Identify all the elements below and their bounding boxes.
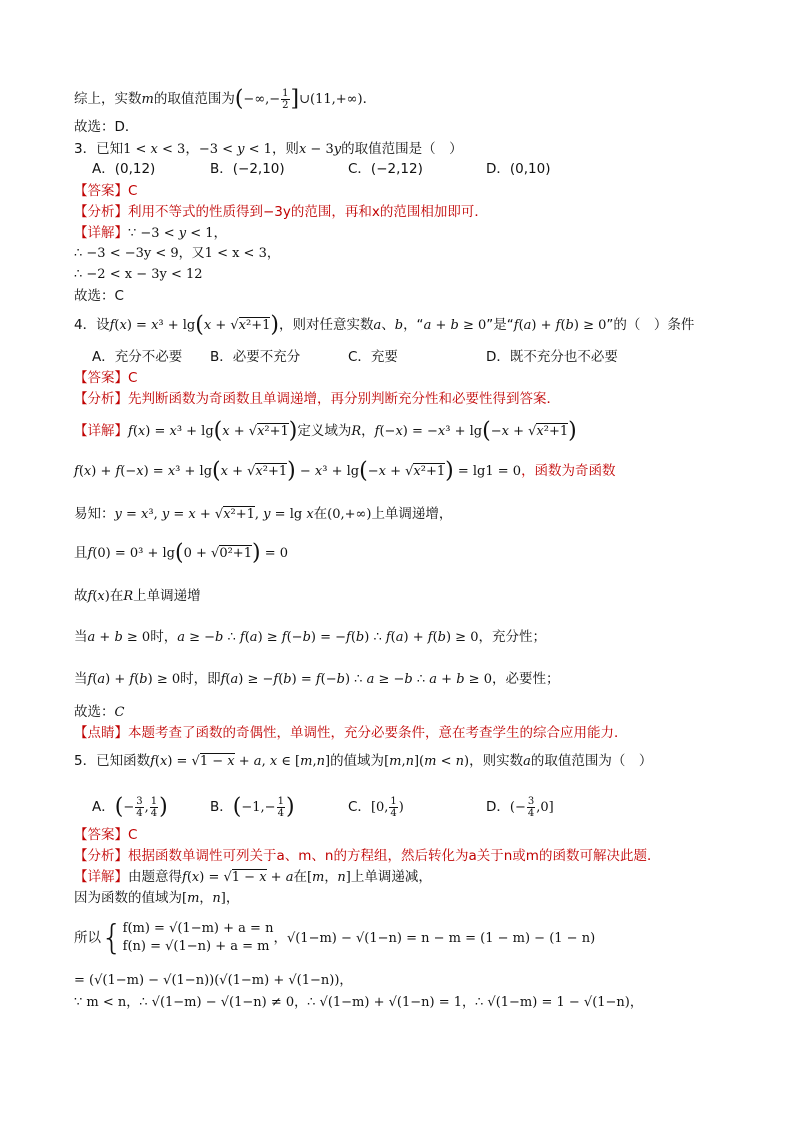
question-4-stem: 4．设f(x) = x³ + lg(x + √x²+1)，则对任意实数a、b，“a + b ≥ 0”是“f(a) + f(b) ≥ 0”的（ ）条件 bbox=[74, 312, 695, 338]
q5-option-a: A．(− $\frac{3}{4}$ , $\frac{1}{4}$ ) bbox=[92, 794, 168, 820]
q4-option-c: C．充要 bbox=[348, 349, 398, 365]
q3-detail-3: ∴ −2 < x − 3y < 12 bbox=[74, 267, 203, 282]
q3-detail-1: 【详解】∵ −3 < y < 1， bbox=[74, 225, 228, 241]
q3-choose: 故选：C bbox=[74, 288, 124, 304]
q5-detail-3-rest: √(1−m) − √(1−n) = n − m = (1 − m) − (1 − n) bbox=[286, 931, 596, 946]
q5-detail-5: ∵ m < n，∴ √(1−m) − √(1−n) ≠ 0，∴ √(1−m) + √(1−n) = 1，∴ √(1−m) = 1 − √(1−n)， bbox=[74, 995, 643, 1010]
q5-detail-1: 【详解】由题意得f(x) = √1 − x + a在[m，n]上单调递减， bbox=[74, 869, 432, 885]
q3-option-b: B．(−2,10) bbox=[210, 161, 285, 177]
q3-option-a: A．(0,12) bbox=[92, 161, 156, 177]
question-3-stem: 3．已知1 < x < 3，−3 < y < 1，则x − 3y的取值范围是（ ） bbox=[74, 141, 463, 157]
q3-analysis: 【分析】利用不等式的性质得到−3y的范围，再和x的范围相加即可． bbox=[74, 204, 488, 220]
q3-detail-2: ∴ −3 < −3y < 9，又1 < x < 3， bbox=[74, 246, 280, 261]
q3-answer: 【答案】C bbox=[74, 183, 138, 199]
q5-option-d: D．(− $\frac{3}{4}$ ,0] bbox=[486, 796, 554, 819]
q5-system-eq2: f(n) = √(1−n) + a = m bbox=[122, 939, 270, 954]
q4-option-a: A．充分不必要 bbox=[92, 349, 183, 365]
q5-option-c: C．[0, $\frac{1}{4}$ ) bbox=[348, 796, 404, 819]
q4-detail-7: 当f(a) + f(b) ≥ 0时，即f(a) ≥ −f(b) = f(−b) ∴ a ≥ −b ∴ a + b ≥ 0，必要性； bbox=[74, 671, 560, 687]
choose-line-2: 故选：D． bbox=[74, 119, 139, 135]
q5-detail-3: 所以{ f(m) = √(1−m) + a = n f(n) = √(1−n) + a = m ，√(1−m) − √(1−n) = n − m = (1 − m) − (1 − n) bbox=[74, 918, 596, 958]
q5-option-b: B．(−1,− $\frac{1}{4}$ ) bbox=[210, 794, 295, 820]
q4-choose: 故选：C bbox=[74, 704, 125, 720]
q4-detail-1: 【详解】f(x) = x³ + lg(x + √x²+1)定义域为R，f(−x) = −x³ + lg(−x + √x²+1) bbox=[74, 418, 577, 444]
q4-analysis: 【分析】先判断函数为奇函数且单调递增，再分别判断充分性和必要性得到答案． bbox=[74, 391, 560, 407]
q4-detail-5: 故f(x)在R上单调递增 bbox=[74, 588, 201, 604]
q5-detail-4: = (√(1−m) − √(1−n))(√(1−m) + √(1−n))， bbox=[74, 973, 353, 988]
q5-system-eq1: f(m) = √(1−m) + a = n bbox=[122, 921, 274, 936]
q4-detail-3: 易知：y = x³, y = x + √x²+1, y = lg x在(0,+∞)上单调递增， bbox=[74, 506, 453, 522]
q4-detail-6: 当a + b ≥ 0时，a ≥ −b ∴ f(a) ≥ f(−b) = −f(b) ∴ f(a) + f(b) ≥ 0，充分性； bbox=[74, 629, 546, 645]
q5-answer: 【答案】C bbox=[74, 827, 138, 843]
q4-option-d: D．既不充分也不必要 bbox=[486, 349, 618, 365]
q4-option-b: B．必要不充分 bbox=[210, 349, 301, 365]
q5-detail-2: 因为函数的值域为[m，n]， bbox=[74, 890, 240, 906]
q4-comment: 【点睛】本题考查了函数的奇偶性，单调性，充分必要条件，意在考查学生的综合应用能力． bbox=[74, 725, 628, 741]
q3-option-d: D．(0,10) bbox=[486, 161, 551, 177]
q3-option-c: C．(−2,12) bbox=[348, 161, 423, 177]
q4-detail-4: 且f(0) = 0³ + lg(0 + √0²+1) = 0 bbox=[74, 540, 289, 566]
q5-analysis: 【分析】根据函数单调性可列关于a、m、n的方程组，然后转化为a关于n或m的函数可解决此题． bbox=[74, 848, 661, 864]
conclusion-line: 综上，实数m的取值范围为(−∞,− $\frac{1}{2}$ ]∪(11,+∞)． bbox=[74, 86, 377, 112]
q4-answer: 【答案】C bbox=[74, 370, 138, 386]
q4-detail-2: f(x) + f(−x) = x³ + lg(x + √x²+1) − x³ + lg(−x + √x²+1) = lg1 = 0，函数为奇函数 bbox=[74, 458, 616, 484]
question-5-stem: 5．已知函数f(x) = √1 − x + a, x ∈ [m,n]的值域为[m,n](m < n)，则实数a的取值范围为（ ） bbox=[74, 753, 653, 769]
